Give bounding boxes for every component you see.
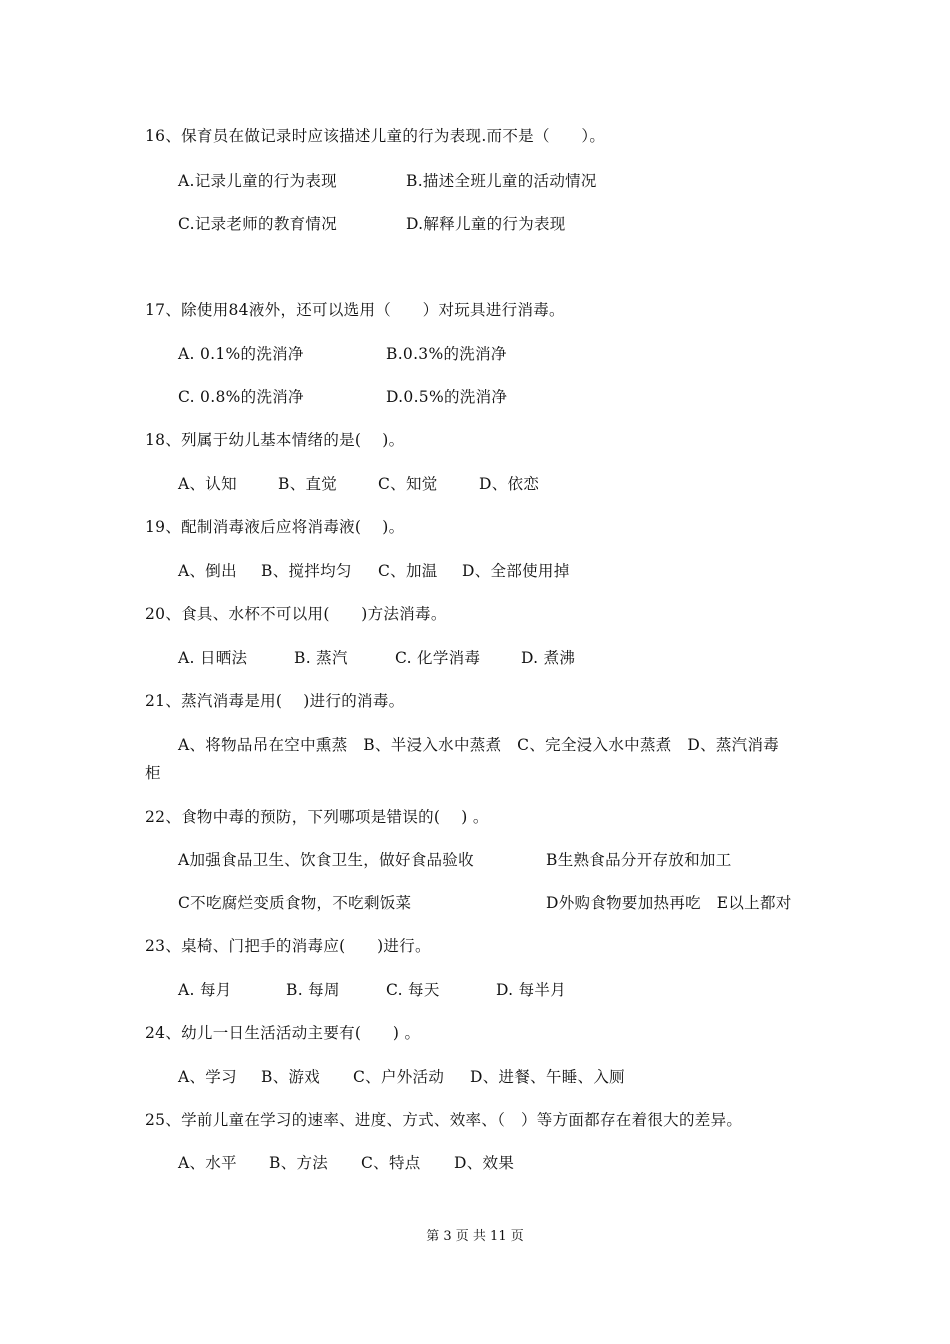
- option-20-d: D. 煮沸: [521, 649, 576, 667]
- option-25-a: A、水平: [178, 1154, 237, 1172]
- question-25: 25、学前儿童在学习的速率、进度、方式、效率、（ ）等方面都存在着很大的差异。: [145, 1111, 743, 1129]
- option-24-c: C、户外活动: [353, 1068, 445, 1086]
- option-22-b: B生熟食品分开存放和加工: [546, 851, 732, 869]
- option-23-d: D. 每半月: [496, 981, 567, 999]
- option-21-line2: 柜: [145, 764, 161, 782]
- option-16-a: A.记录儿童的行为表现: [178, 172, 337, 190]
- option-17-d: D.0.5%的洗消净: [386, 388, 508, 406]
- option-19-a: A、倒出: [178, 562, 237, 580]
- option-25-d: D、效果: [454, 1154, 515, 1172]
- option-18-a: A、认知: [178, 475, 237, 493]
- option-19-d: D、全部使用掉: [462, 562, 570, 580]
- question-24: 24、幼儿一日生活活动主要有( ) 。: [145, 1024, 421, 1042]
- option-20-a: A. 日晒法: [178, 649, 248, 667]
- option-23-b: B. 每周: [286, 981, 340, 999]
- question-23: 23、桌椅、门把手的消毒应( )进行。: [145, 937, 431, 955]
- page-number-footer: 第 3 页 共 11 页: [426, 1229, 524, 1244]
- option-16-d: D.解释儿童的行为表现: [406, 215, 566, 233]
- option-23-c: C. 每天: [386, 981, 440, 999]
- option-17-a: A. 0.1%的洗消净: [178, 345, 304, 363]
- question-18: 18、列属于幼儿基本情绪的是( )。: [145, 431, 405, 449]
- option-21-line1: A、将物品吊在空中熏蒸 B、半浸入水中蒸煮 C、完全浸入水中蒸煮 D、蒸汽消毒: [178, 736, 780, 754]
- option-18-d: D、依恋: [479, 475, 540, 493]
- option-19-c: C、加温: [378, 562, 438, 580]
- option-23-a: A. 每月: [178, 981, 232, 999]
- question-17: 17、除使用84液外，还可以选用（ ）对玩具进行消毒。: [145, 301, 565, 319]
- question-16: 16、保育员在做记录时应该描述儿童的行为表现.而不是（ ）。: [145, 127, 606, 145]
- option-25-c: C、特点: [361, 1154, 421, 1172]
- option-18-c: C、知觉: [378, 475, 438, 493]
- option-25-b: B、方法: [269, 1154, 329, 1172]
- option-16-c: C.记录老师的教育情况: [178, 215, 338, 233]
- option-22-a: A加强食品卫生、饮食卫生，做好食品验收: [178, 851, 474, 869]
- option-24-b: B、游戏: [261, 1068, 321, 1086]
- option-20-b: B. 蒸汽: [294, 649, 348, 667]
- option-20-c: C. 化学消毒: [395, 649, 481, 667]
- question-22: 22、食物中毒的预防，下列哪项是错误的( ) 。: [145, 808, 489, 826]
- question-21: 21、蒸汽消毒是用( )进行的消毒。: [145, 692, 405, 710]
- question-19: 19、配制消毒液后应将消毒液( )。: [145, 518, 405, 536]
- option-17-b: B.0.3%的洗消净: [386, 345, 507, 363]
- option-22-c: C不吃腐烂变质食物，不吃剩饭菜: [178, 894, 412, 912]
- question-20: 20、食具、水杯不可以用( )方法消毒。: [145, 605, 447, 623]
- option-18-b: B、直觉: [278, 475, 338, 493]
- option-22-d: D外购食物要加热再吃 E以上都对: [546, 894, 792, 912]
- option-24-a: A、学习: [178, 1068, 237, 1086]
- option-16-b: B.描述全班儿童的活动情况: [406, 172, 597, 190]
- option-19-b: B、搅拌均匀: [261, 562, 352, 580]
- option-24-d: D、进餐、午睡、入厕: [470, 1068, 625, 1086]
- option-17-c: C. 0.8%的洗消净: [178, 388, 304, 406]
